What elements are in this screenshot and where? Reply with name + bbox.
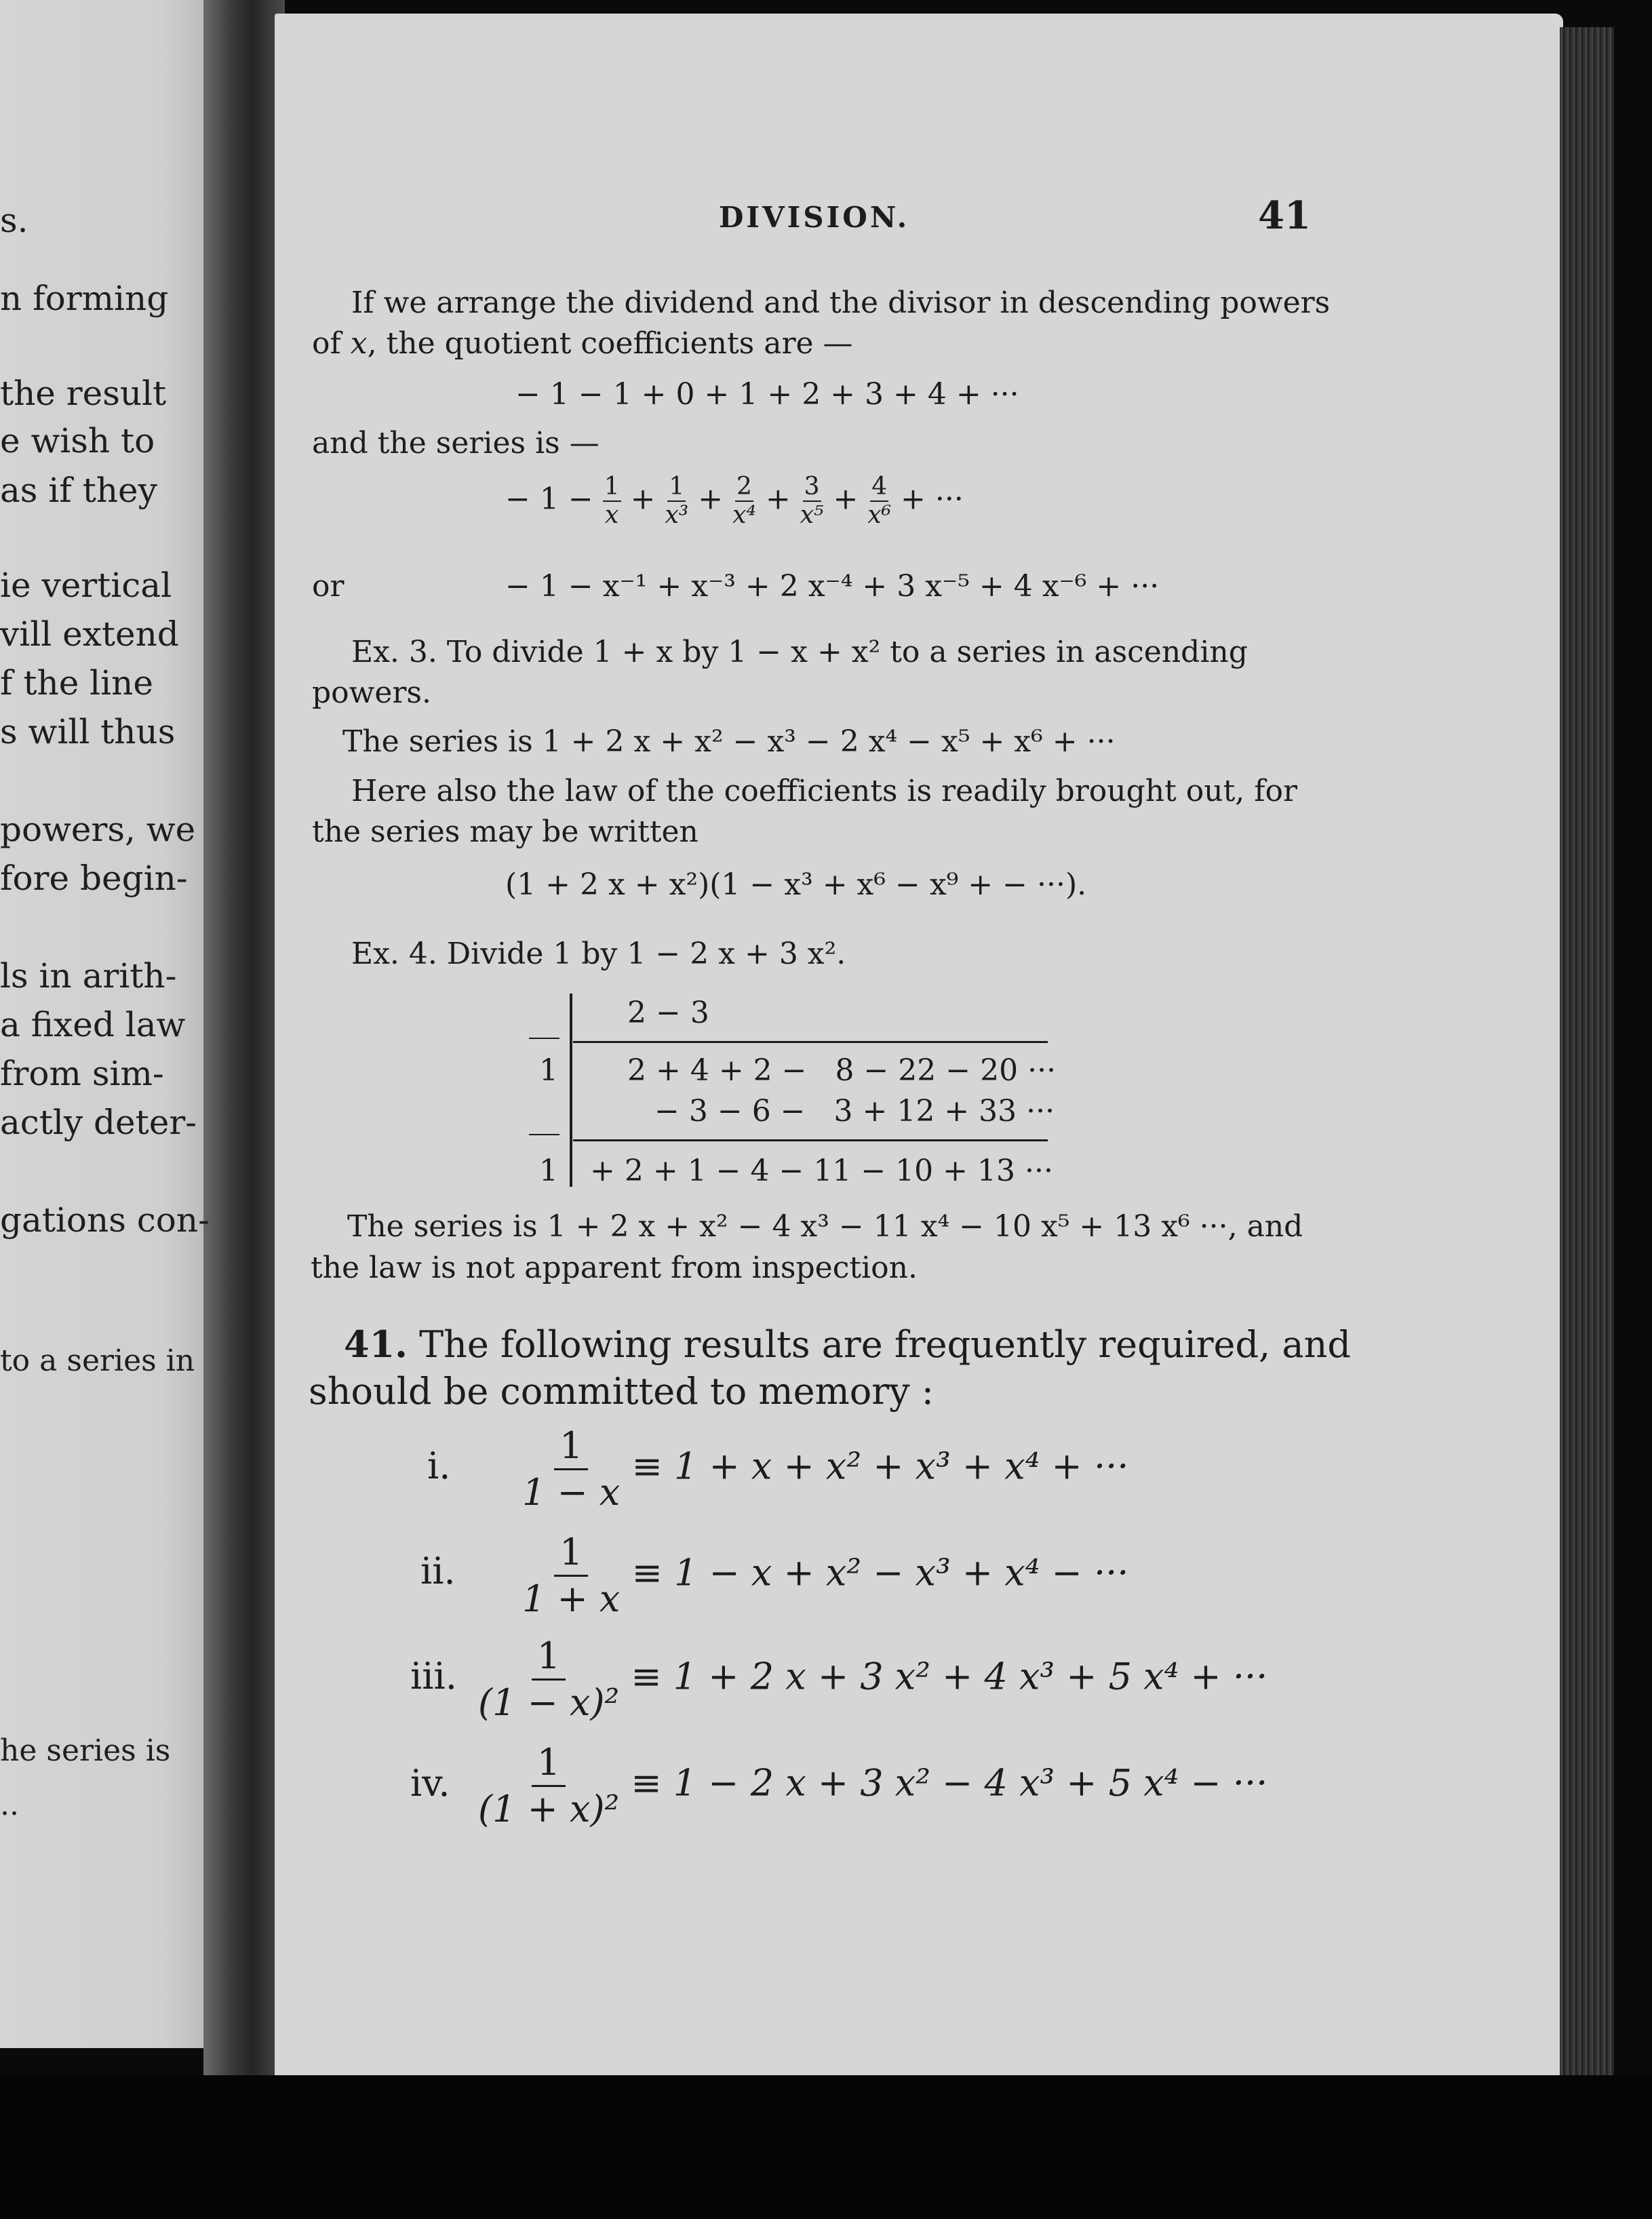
left-line: n forming <box>0 279 169 318</box>
ex3-series: The series is 1 + 2 x + x² − x³ − 2 x⁴ − x⁵ + x⁶ + ··· <box>342 724 1116 759</box>
table-rule <box>573 1041 1048 1043</box>
left-line: e wish to <box>0 421 155 460</box>
fraction: $\frac{3}{\text{x⁵}}$ <box>800 473 824 529</box>
running-head: DIVISION. <box>719 201 910 234</box>
formula-label: iv. <box>410 1762 450 1805</box>
table-rule <box>573 1139 1048 1141</box>
table-left-value: 1 <box>539 1154 558 1188</box>
left-line: s. <box>0 201 28 240</box>
book-bottom-edge <box>0 2075 1652 2219</box>
ex3-line1: Ex. 3. To divide 1 + x by 1 − x + x² to a series in ascending <box>351 635 1248 669</box>
section41-line2: should be committed to memory : <box>309 1370 934 1413</box>
fraction: $\frac{2}{\text{x⁴}}$ <box>732 473 756 529</box>
left-line: f the line <box>0 663 153 703</box>
formula: $\frac{1}{\text{(1 − x)²}}$ ≡ 1 + 2 x + 3 x² + 4 x³ + 5 x⁴ + ··· <box>478 1634 1268 1724</box>
page-number: 41 <box>1258 193 1311 238</box>
fraction: $\frac{1}{\text{x³}}$ <box>665 473 689 529</box>
left-line: the result <box>0 374 167 413</box>
left-line: fore begin- <box>0 859 188 898</box>
ex3-product: (1 + 2 x + x²)(1 − x³ + x⁶ − x⁹ + − ···). <box>505 867 1087 902</box>
formula-label: ii. <box>420 1550 456 1592</box>
fraction: $\frac{1}{x}$ <box>604 473 620 529</box>
left-line: to a series in <box>0 1343 195 1378</box>
table-row: − 3 − 6 − 3 + 12 + 33 ··· <box>654 1094 1055 1128</box>
formula: $\frac{1}{1 + x}$ ≡ 1 − x + x² − x³ + x⁴ − ··· <box>522 1531 1129 1620</box>
quotient-coefficients: − 1 − 1 + 0 + 1 + 2 + 3 + 4 + ··· <box>515 377 1019 412</box>
formula: $\frac{1}{1 - x}$ ≡ 1 + x + x² + x³ + x⁴ + ··· <box>522 1424 1129 1514</box>
left-line: vill extend <box>0 614 179 654</box>
fraction: $\frac{4}{\text{x⁶}}$ <box>867 473 892 529</box>
table-rule <box>529 1134 559 1135</box>
formula: $\frac{1}{\text{(1 + x)²}}$ ≡ 1 − 2 x + 3 x² − 4 x³ + 5 x⁴ − ··· <box>478 1741 1268 1830</box>
section41-line1: 41. The following results are frequently required, and <box>344 1322 1351 1366</box>
series-fractions: − 1 − $\frac{1}{x}$ + $\frac{1}{\text{x³}}$ + $\frac{2}{\text{x⁴}}$ + $\frac{3}{\text{x⁵}}$ + $\frac{4}{\text{x⁶}}$ + ··· <box>505 473 964 529</box>
left-line: .. <box>0 1788 19 1822</box>
table-divisor-row: 2 − 3 <box>627 996 709 1030</box>
table-left-value: 1 <box>539 1053 558 1088</box>
table-rule <box>529 1038 559 1039</box>
ex3-law-line2: the series may be written <box>312 814 699 849</box>
series-intro: and the series is — <box>312 426 599 460</box>
left-line: from sim- <box>0 1054 164 1093</box>
formula-label: i. <box>427 1445 451 1487</box>
left-line: actly deter- <box>0 1103 197 1142</box>
table-row: 2 + 4 + 2 − 8 − 22 − 20 ··· <box>627 1053 1057 1088</box>
ex3-line2: powers. <box>312 675 431 710</box>
left-line: powers, we <box>0 810 196 849</box>
series-negative-powers: − 1 − x⁻¹ + x⁻³ + 2 x⁻⁴ + 3 x⁻⁵ + 4 x⁻⁶ + ··· <box>505 569 1160 604</box>
left-line: ie vertical <box>0 566 172 605</box>
page-edges <box>1560 27 1614 2102</box>
left-line: as if they <box>0 471 157 510</box>
book-gutter <box>203 0 285 2075</box>
left-line: gations con- <box>0 1200 210 1240</box>
or-label: or <box>312 569 345 604</box>
ex4-series-line2: the law is not apparent from inspection. <box>311 1251 918 1285</box>
left-line: he series is <box>0 1733 171 1768</box>
para1-line2: of x, the quotient coefficients are — <box>312 326 853 361</box>
table-vertical-rule <box>570 994 572 1187</box>
ex4-line: Ex. 4. Divide 1 by 1 − 2 x + 3 x². <box>351 937 846 971</box>
ex4-series-line1: The series is 1 + 2 x + x² − 4 x³ − 11 x⁴ − 10 x⁵ + 13 x⁶ ···, and <box>347 1209 1303 1244</box>
table-result-row: + 2 + 1 − 4 − 11 − 10 + 13 ··· <box>590 1154 1053 1188</box>
formula-label: iii. <box>410 1655 457 1697</box>
left-line: ls in arith- <box>0 956 177 996</box>
left-line: a fixed law <box>0 1005 186 1044</box>
ex3-law-line1: Here also the law of the coefficients is readily brought out, for <box>351 774 1298 808</box>
para1-line1: If we arrange the dividend and the divisor in descending powers <box>351 286 1331 320</box>
left-line: s will thus <box>0 712 176 751</box>
